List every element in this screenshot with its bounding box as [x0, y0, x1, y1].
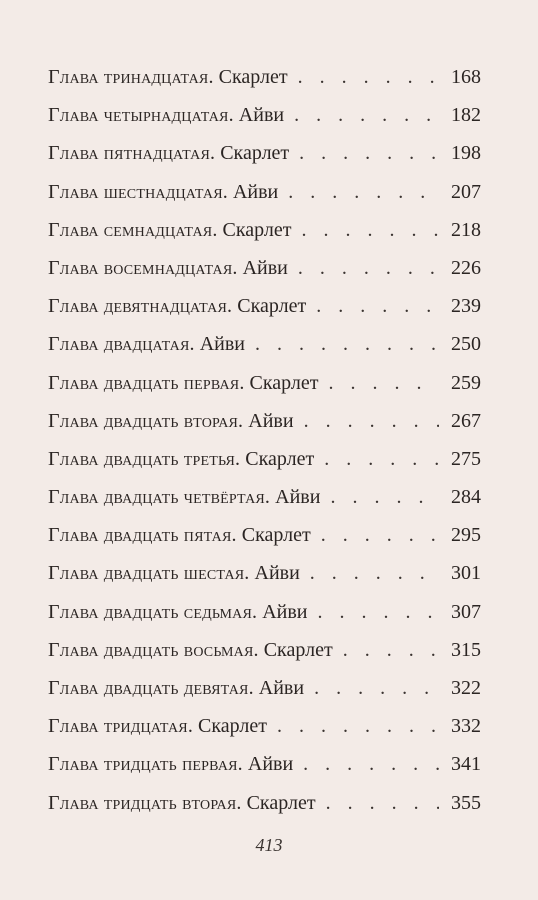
- page-number: 284: [451, 486, 481, 509]
- page-number: 295: [451, 524, 481, 547]
- narrator-name: Айви: [232, 180, 279, 203]
- chapter-name: двадцать вторая.: [103, 409, 244, 432]
- chapter-name: четырнадцатая.: [103, 104, 234, 127]
- page-number: 322: [451, 677, 481, 699]
- dot-leader: [304, 402, 439, 440]
- toc-entry: [48, 287, 481, 325]
- page-number: 275: [451, 447, 481, 470]
- toc-entry: [48, 440, 481, 478]
- dot-leader: [277, 707, 439, 745]
- page-number: 182: [451, 104, 481, 127]
- chapter-name: семнадцатая.: [103, 218, 218, 241]
- chapter-word: Глава: [48, 104, 99, 127]
- dot-leader: [298, 58, 439, 96]
- page-number: 301: [451, 562, 481, 585]
- chapter-name: двадцать пятая.: [103, 524, 237, 547]
- toc-entry: [48, 784, 481, 822]
- toc-entry: [48, 707, 481, 745]
- chapter-name: шестнадцатая.: [103, 180, 228, 203]
- toc-entry: [48, 554, 481, 592]
- chapter-name: двадцать третья.: [103, 447, 241, 470]
- narrator-name: Скарлет: [245, 447, 315, 470]
- dot-leader: [303, 745, 439, 783]
- narrator-name: Скарлет: [218, 66, 288, 88]
- dot-leader: [343, 631, 439, 669]
- dot-leader: [302, 211, 439, 249]
- toc-entry: [48, 478, 481, 516]
- page-number: 355: [451, 791, 481, 814]
- chapter-word: Глава: [48, 486, 99, 509]
- page-number: 307: [451, 600, 481, 623]
- toc-entry: [48, 134, 481, 172]
- narrator-name: Айви: [199, 333, 245, 356]
- dot-leader: [294, 96, 439, 134]
- chapter-name: девятнадцатая.: [103, 295, 233, 318]
- dot-leader: [330, 478, 439, 516]
- chapter-word: Глава: [48, 600, 99, 623]
- page-number: 207: [451, 180, 481, 203]
- chapter-word: Глава: [48, 753, 99, 776]
- toc-entry: [48, 631, 481, 669]
- chapter-word: Глава: [48, 180, 99, 203]
- chapter-word: Глава: [48, 256, 99, 279]
- chapter-word: Глава: [48, 333, 99, 356]
- dot-leader: [324, 440, 439, 478]
- dot-leader: [255, 325, 439, 363]
- narrator-name: Айви: [254, 562, 300, 585]
- toc-entry: [48, 745, 481, 783]
- page-number: 168: [451, 66, 481, 88]
- table-of-contents: [48, 58, 481, 822]
- chapter-name: пятнадцатая.: [103, 142, 216, 165]
- page-number: 226: [451, 256, 481, 279]
- narrator-name: Скарлет: [222, 218, 292, 241]
- dot-leader: [299, 134, 439, 172]
- toc-entry: [48, 593, 481, 631]
- page-number: 250: [451, 333, 481, 356]
- chapter-word: Глава: [48, 142, 99, 165]
- chapter-name: двадцать седьмая.: [103, 600, 258, 623]
- page-number: 341: [451, 753, 481, 776]
- narrator-name: Скарлет: [220, 142, 290, 165]
- chapter-name: двадцать первая.: [103, 371, 245, 394]
- dot-leader: [298, 249, 439, 287]
- chapter-word: Глава: [48, 371, 99, 394]
- chapter-word: Глава: [48, 524, 99, 547]
- narrator-name: Скарлет: [246, 791, 316, 814]
- page-number: 332: [451, 715, 481, 738]
- narrator-name: Айви: [258, 677, 305, 699]
- toc-entry: [48, 173, 481, 211]
- chapter-word: Глава: [48, 409, 99, 432]
- chapter-name: двадцать четвёртая.: [103, 486, 271, 509]
- chapter-word: Глава: [48, 715, 99, 738]
- narrator-name: Скарлет: [198, 715, 267, 738]
- narrator-name: Скарлет: [237, 295, 307, 318]
- dot-leader: [326, 784, 439, 822]
- chapter-name: двадцатая.: [103, 333, 195, 356]
- chapter-word: Глава: [48, 791, 99, 814]
- narrator-name: Скарлет: [241, 524, 311, 547]
- narrator-name: Скарлет: [249, 371, 319, 394]
- toc-entry: [48, 669, 481, 707]
- chapter-name: тридцать вторая.: [103, 791, 242, 814]
- page-number: 267: [451, 409, 481, 432]
- toc-entry: [48, 96, 481, 134]
- page-number: 259: [451, 371, 481, 394]
- chapter-word: Глава: [48, 562, 99, 585]
- chapter-word: Глава: [48, 677, 99, 699]
- dot-leader: [329, 364, 439, 402]
- chapter-name: тридцатая.: [103, 715, 194, 738]
- narrator-name: Айви: [247, 753, 294, 776]
- dot-leader: [316, 287, 439, 325]
- page-number: 218: [451, 218, 481, 241]
- chapter-name: двадцать восьмая.: [103, 638, 259, 661]
- narrator-name: Айви: [275, 486, 321, 509]
- chapter-word: Глава: [48, 447, 99, 470]
- chapter-word: Глава: [48, 218, 99, 241]
- narrator-name: Скарлет: [263, 638, 333, 661]
- narrator-name: Айви: [238, 104, 285, 127]
- dot-leader: [288, 173, 439, 211]
- narrator-name: Айви: [248, 409, 294, 432]
- dot-leader: [314, 669, 439, 707]
- toc-entry: [48, 58, 481, 96]
- chapter-name: тринадцатая.: [103, 66, 214, 88]
- chapter-word: Глава: [48, 638, 99, 661]
- toc-entry: [48, 402, 481, 440]
- dot-leader: [321, 516, 439, 554]
- toc-entry: [48, 325, 481, 363]
- page-number: 315: [451, 638, 481, 661]
- narrator-name: Айви: [242, 256, 288, 279]
- page-number: 198: [451, 142, 481, 165]
- chapter-name: двадцать девятая.: [103, 677, 254, 699]
- page-folio: 413: [255, 835, 283, 855]
- toc-entry: [48, 211, 481, 249]
- toc-entry: [48, 249, 481, 287]
- chapter-name: тридцать первая.: [103, 753, 243, 776]
- dot-leader: [318, 593, 440, 631]
- chapter-name: восемнадцатая.: [103, 256, 238, 279]
- page-number: 239: [451, 295, 481, 318]
- chapter-word: Глава: [48, 66, 99, 88]
- chapter-name: двадцать шестая.: [103, 562, 250, 585]
- narrator-name: Айви: [262, 600, 308, 623]
- toc-entry: [48, 364, 481, 402]
- toc-entry: [48, 516, 481, 554]
- dot-leader: [310, 554, 439, 592]
- chapter-word: Глава: [48, 295, 99, 318]
